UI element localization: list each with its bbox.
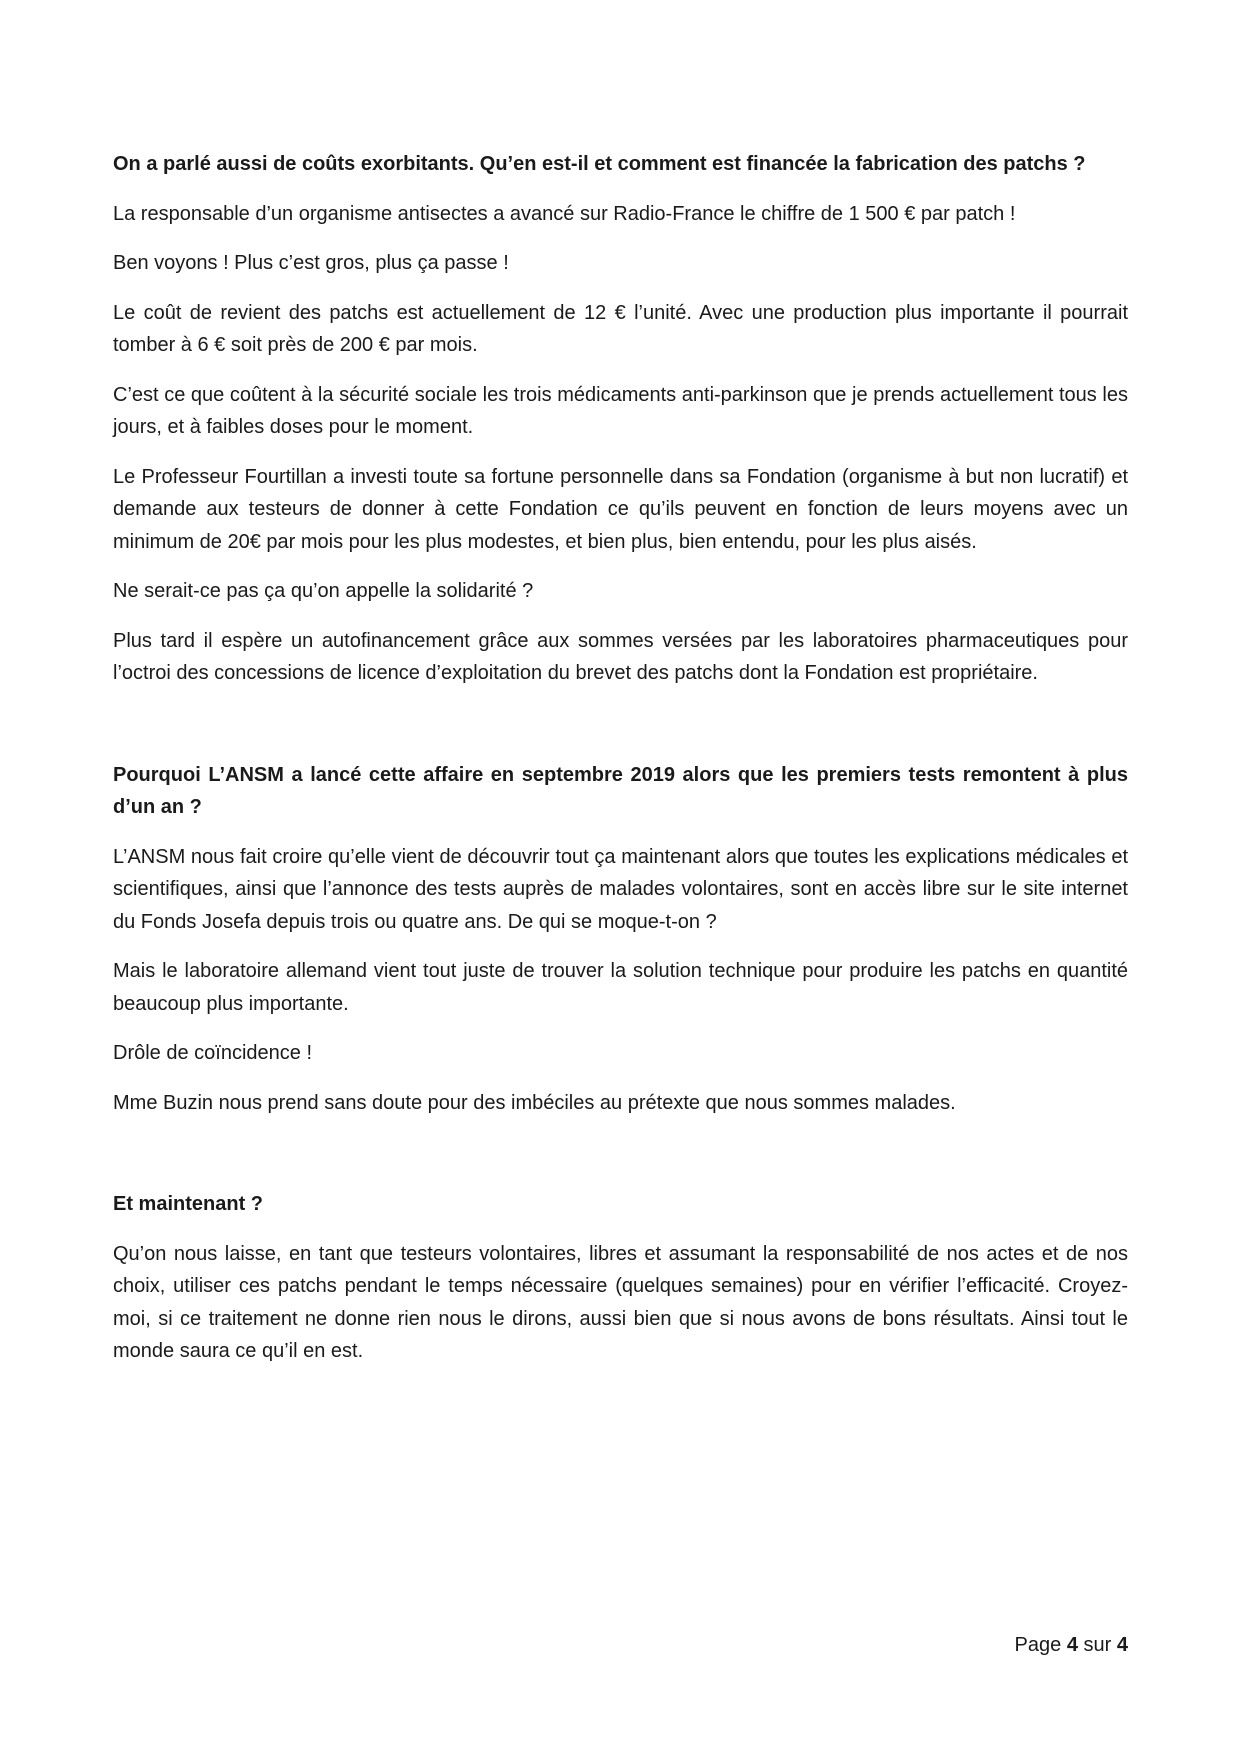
section-now	[113, 1188, 1128, 1368]
section-costs	[113, 148, 1128, 690]
paragraph: Le coût de revient des patchs est actuellement de 12 € l’unité. Avec une production plus importante il pourrait tomber à 6 € soit près de 200 € par mois.	[113, 301, 1128, 356]
paragraph: Drôle de coïncidence !	[113, 1042, 313, 1064]
page-number	[1015, 1632, 1128, 1658]
section-heading: Et maintenant ?	[113, 1193, 264, 1215]
section-heading: On a parlé aussi de coûts exorbitants. Qu’en est-il et comment est financée la fabrication des patchs ?	[113, 153, 1086, 175]
paragraph: Mais le laboratoire allemand vient tout juste de trouver la solution technique pour produire les patchs en quantité beaucoup plus importante.	[113, 960, 1128, 1015]
paragraph: La responsable d’un organisme antisectes a avancé sur Radio-France le chiffre de 1 500 € par patch !	[113, 202, 1016, 225]
paragraph: L’ANSM nous fait croire qu’elle vient de découvrir tout ça maintenant alors que toutes les explications médicales et scientifiques, ainsi que l’annonce des tests auprès de malades volontaires, sont en accès libre sur le site internet du Fonds Josefa depuis trois ou quatre ans. De qui se moque-t-on ?	[113, 845, 1128, 933]
paragraph: Le Professeur Fourtillan a investi toute sa fortune personnelle dans sa Fondation (organisme à but non lucratif) et demande aux testeurs de donner à cette Fondation ce qu’ils peuvent en fonction de leurs moyens avec un minimum de 20€ par mois pour les plus modestes, et bien plus, bien entendu, pour les plus aisés.	[113, 465, 1128, 553]
paragraph: Ben voyons ! Plus c’est gros, plus ça passe !	[113, 252, 509, 274]
of-word: sur	[1083, 1634, 1112, 1656]
total-pages-number: 4	[1116, 1634, 1128, 1656]
section-heading: Pourquoi L’ANSM a lancé cette affaire en septembre 2019 alors que les premiers tests remontent à plus d’un an ?	[113, 763, 1128, 818]
paragraph: Ne serait-ce pas ça qu’on appelle la solidarité ?	[113, 580, 534, 602]
document-body	[113, 148, 1128, 1385]
paragraph: Plus tard il espère un autofinancement grâce aux sommes versées par les laboratoires pharmaceutiques pour l’octroi des concessions de licence d’exploitation du brevet des patchs dont la Fondation est propriétaire.	[113, 629, 1128, 684]
section-spacer	[113, 707, 1128, 759]
section-ansm	[113, 759, 1128, 1120]
paragraph: Mme Buzin nous prend sans doute pour des imbéciles au prétexte que nous sommes malades.	[113, 1091, 956, 1114]
current-page-number: 4	[1066, 1634, 1078, 1656]
paragraph: Qu’on nous laisse, en tant que testeurs volontaires, libres et assumant la responsabilité de nos actes et de nos choix, utiliser ces patchs pendant le temps nécessaire (quelques semaines) pour en vérifier l’efficacité. Croyez-moi, si ce traitement ne donne rien nous le dirons, aussi bien que si nous avons de bons résultats. Ainsi tout le monde saura ce qu’il en est.	[113, 1242, 1128, 1362]
section-spacer	[113, 1136, 1128, 1188]
paragraph: C’est ce que coûtent à la sécurité sociale les trois médicaments anti-parkinson que je prends actuellement tous les jours, et à faibles doses pour le moment.	[113, 383, 1128, 438]
page-word: Page	[1014, 1634, 1062, 1656]
